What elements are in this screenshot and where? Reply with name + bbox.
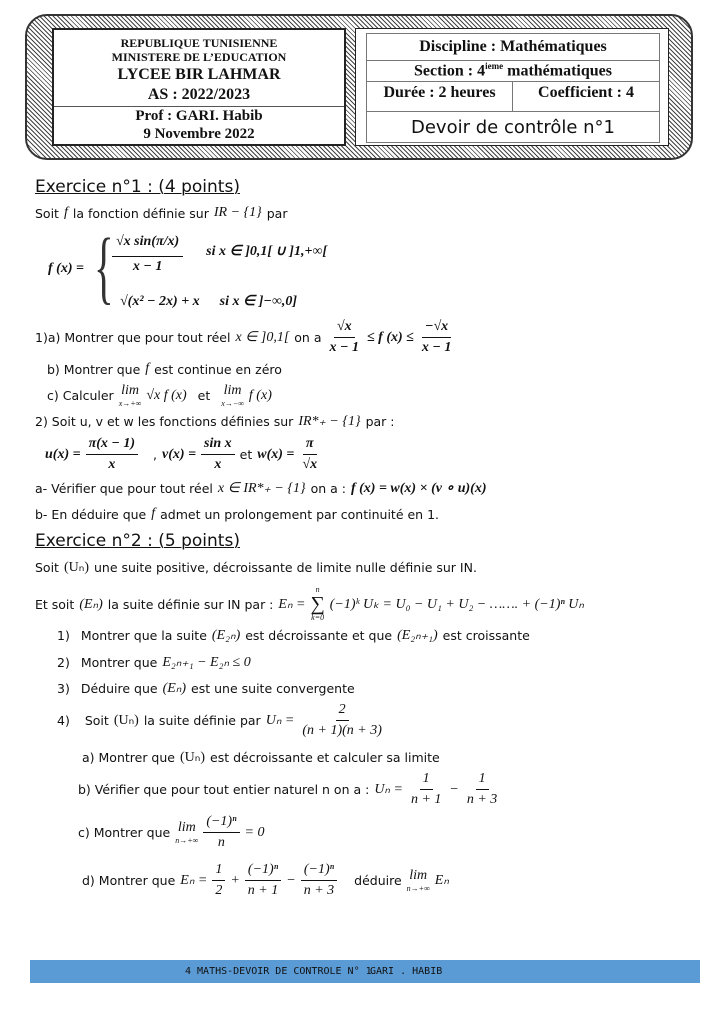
math: (Uₙ) (113, 713, 139, 728)
text: la suite définie par (143, 713, 261, 728)
numerator: (−1)ⁿ (245, 862, 281, 881)
ex2-q4d (82, 862, 449, 899)
q1b (47, 361, 282, 377)
fraction (299, 436, 320, 473)
text: , (153, 447, 158, 462)
math: Uₙ = (265, 713, 295, 728)
denominator: n + 1 (410, 792, 442, 807)
numerator: π (303, 436, 317, 455)
school-year: AS : 2022/2023 (147, 86, 251, 103)
q2a (35, 480, 486, 497)
text: Montrer que la suite (80, 628, 207, 643)
text: est continue en zéro (154, 361, 282, 377)
text: par (266, 205, 288, 221)
math: x ∈ ]0,1[ (235, 330, 290, 345)
math: ≤ f (x) ≤ (366, 329, 414, 345)
numerator: −√x (422, 319, 451, 338)
text: 2) Soit u, v et w les fonctions définies sur (35, 414, 294, 429)
footer-author: GARI . HABIB (370, 966, 443, 977)
f-case-1 (112, 228, 327, 275)
text: et (239, 447, 253, 462)
section-suffix: mathématiques (503, 62, 612, 80)
text: Et soit (35, 596, 75, 612)
text: la fonction définie sur (72, 205, 209, 221)
denominator: x (214, 457, 222, 472)
text: déduire (354, 873, 402, 888)
text: b- En déduire que (35, 506, 147, 522)
math: f (x) = w(x) × (v ∘ u)(x) (350, 481, 487, 496)
math: − (286, 872, 296, 888)
ministry-label: MINISTERE DE L’EDUCATION (111, 50, 287, 64)
page-footer (30, 960, 700, 983)
condition: si x ∈ ]−∞,0] (219, 294, 297, 309)
expression: √(x² − 2x) + x (120, 293, 200, 309)
fraction (201, 436, 235, 473)
text: admet un prolongement par continuité en 1. (160, 506, 439, 522)
duration-cell (366, 81, 513, 112)
denominator: 2 (215, 883, 223, 898)
text: b) Vérifier que pour tout entier naturel n on a : (78, 782, 370, 797)
text: d) Montrer que (82, 873, 176, 888)
exam-info-box (355, 28, 669, 146)
q1a (35, 319, 454, 356)
text: a) Montrer que (82, 750, 175, 765)
math: E₂ₙ₊₁ − E₂ₙ ≤ 0 (162, 655, 251, 670)
math: (E₂ₙ) (211, 628, 241, 643)
math: (Eₙ) (79, 596, 103, 612)
ex2-q4b (78, 771, 500, 808)
denominator: √x (302, 457, 318, 472)
republic-label: REPUBLIQUE TUNISIENNE (120, 36, 278, 50)
sum-symbol (310, 586, 324, 622)
ex2-q2 (57, 654, 251, 671)
math: u(x) = (45, 446, 81, 462)
denominator: x (108, 457, 116, 472)
text: Soit (84, 713, 109, 728)
uvw-definitions (45, 436, 320, 473)
math: f (63, 205, 68, 220)
lim: lim (409, 868, 428, 883)
math: − (449, 781, 459, 797)
section-label (414, 61, 612, 80)
math: f (145, 361, 150, 376)
text: a- Vérifier que pour tout réel (35, 481, 213, 496)
text: par : (365, 414, 395, 429)
denominator: x − 1 (329, 340, 359, 355)
text: est croissante (442, 628, 530, 643)
numerator: 2 (336, 702, 349, 721)
ex2-q4c (78, 814, 264, 851)
denominator: n (217, 835, 225, 850)
fraction (212, 862, 225, 899)
lim-sub: n→+∞ (175, 836, 199, 845)
fraction (327, 319, 362, 356)
numerator: sin x (201, 436, 235, 455)
math: x ∈ IR*₊ − {1} (217, 481, 306, 496)
math: (Uₙ) (179, 750, 205, 765)
condition: si x ∈ ]0,1[ ∪ ]1,+∞[ (206, 244, 328, 259)
sum-top: n (315, 585, 320, 594)
q1c (47, 383, 272, 408)
math: Uₙ = (374, 782, 403, 797)
limit (175, 820, 198, 845)
math: Eₙ = (180, 873, 208, 888)
math: (Uₙ) (63, 560, 89, 575)
ex2-q4a (82, 749, 440, 766)
number: 2) (57, 655, 70, 670)
math: (Eₙ) (162, 681, 187, 696)
discipline-label: Discipline : Mathématiques (419, 38, 607, 55)
sum-bottom: k=0 (311, 613, 325, 622)
number: 3) (57, 681, 70, 696)
text: Soit (35, 205, 59, 221)
denominator: n + 3 (466, 792, 498, 807)
text: et (197, 388, 211, 403)
math: v(x) = (162, 446, 197, 462)
exam-date: 9 Novembre 2022 (143, 126, 255, 142)
q2b (35, 506, 439, 522)
ex2-q1 (57, 627, 530, 644)
lim: lim (223, 383, 242, 398)
numerator: (−1)ⁿ (301, 862, 337, 881)
discipline-cell (366, 33, 660, 61)
duration-label: Durée : 2 heures (383, 84, 496, 101)
fraction (86, 436, 138, 473)
numerator: √x (334, 319, 355, 338)
f-lhs: f (x) = (48, 261, 84, 276)
ex2-definition (35, 586, 584, 622)
denominator: x − 1 (132, 259, 163, 274)
text: est décroissante et que (245, 628, 393, 643)
school-name: LYCEE BIR LAHMAR (117, 66, 281, 83)
section-cell (366, 60, 660, 82)
text: b) Montrer que (47, 361, 141, 377)
coefficient-label: Coefficient : 4 (538, 84, 634, 101)
text: Montrer que (80, 655, 158, 670)
math: Eₙ = (278, 596, 306, 612)
denominator: n + 3 (303, 883, 335, 898)
math: f (x) (248, 387, 272, 403)
text: est décroissante et calculer sa limite (210, 750, 440, 765)
lim-sub: x→−∞ (221, 399, 244, 408)
footer-title: 4 MATHS-DEVOIR DE CONTROLE N° 1 (185, 966, 372, 977)
limit (119, 383, 142, 408)
numerator: 1 (420, 771, 433, 790)
f-case-2 (120, 293, 297, 310)
numerator: (−1)ⁿ (203, 814, 239, 833)
math: + (230, 872, 240, 888)
math: IR*₊ − {1} (298, 414, 361, 429)
ex1-intro (35, 205, 287, 221)
number: 1) (57, 628, 70, 643)
exam-title: Devoir de contrôle n°1 (411, 116, 615, 138)
limit (407, 868, 430, 893)
text: c) Calculer (47, 388, 114, 403)
math: f (151, 506, 156, 521)
section-sup: ieme (485, 61, 504, 72)
denominator: n + 1 (247, 883, 279, 898)
math: √x f (x) (146, 387, 187, 403)
exam-title-cell (366, 111, 660, 143)
lim-sub: x→+∞ (118, 399, 142, 408)
brace: { (94, 221, 114, 312)
text: on a (294, 330, 322, 345)
lim: lim (121, 383, 139, 398)
math: = 0 (244, 824, 265, 840)
ex2-intro (35, 559, 477, 576)
fraction (408, 771, 444, 808)
school-info-box (52, 28, 346, 146)
numerator: 1 (476, 771, 489, 790)
math: w(x) = (257, 446, 295, 462)
coefficient-cell (512, 81, 660, 112)
section-prefix: Section : 4 (414, 62, 486, 80)
fraction (112, 228, 183, 275)
teacher-name: Prof : GARI. Habib (135, 108, 263, 124)
text: on a : (310, 481, 346, 496)
exercise-1-title: Exercice n°1 : (4 points) (35, 177, 240, 197)
fraction (203, 814, 239, 851)
text: c) Montrer que (78, 825, 171, 840)
fraction (301, 862, 337, 899)
numerator: 1 (212, 862, 225, 881)
q2 (35, 413, 394, 430)
fraction (245, 862, 281, 899)
text: est une suite convergente (191, 681, 355, 696)
ex2-q4 (57, 702, 385, 739)
math: (E₂ₙ₊₁) (397, 628, 438, 643)
fraction (419, 319, 454, 356)
denominator: x − 1 (421, 340, 452, 355)
text: une suite positive, décroissante de limite nulle définie sur IN. (93, 560, 477, 575)
denominator: (n + 1)(n + 3) (302, 723, 382, 738)
numerator: √x sin(π/x) (112, 228, 183, 257)
numerator: π(x − 1) (86, 436, 138, 455)
text: Soit (35, 560, 59, 575)
fraction (299, 702, 385, 739)
exercise-2-title: Exercice n°2 : (5 points) (35, 531, 240, 551)
number: 4) (57, 713, 70, 728)
fraction (464, 771, 500, 808)
lim-sub: n→+∞ (406, 884, 430, 893)
text: la suite définie sur IN par : (107, 596, 274, 612)
text: 1)a) Montrer que pour tout réel (35, 330, 231, 345)
sum: ∑ (310, 593, 325, 615)
math: (−1)ᵏ Uₖ = U₀ − U₁ + U₂ − ……. + (−1)ⁿ Uₙ (329, 596, 584, 612)
limit (221, 383, 244, 408)
text: Déduire que (80, 681, 158, 696)
ex2-q3 (57, 680, 355, 697)
math: Eₙ (434, 873, 449, 888)
math: IR − {1} (213, 205, 262, 220)
lim: lim (177, 820, 196, 835)
